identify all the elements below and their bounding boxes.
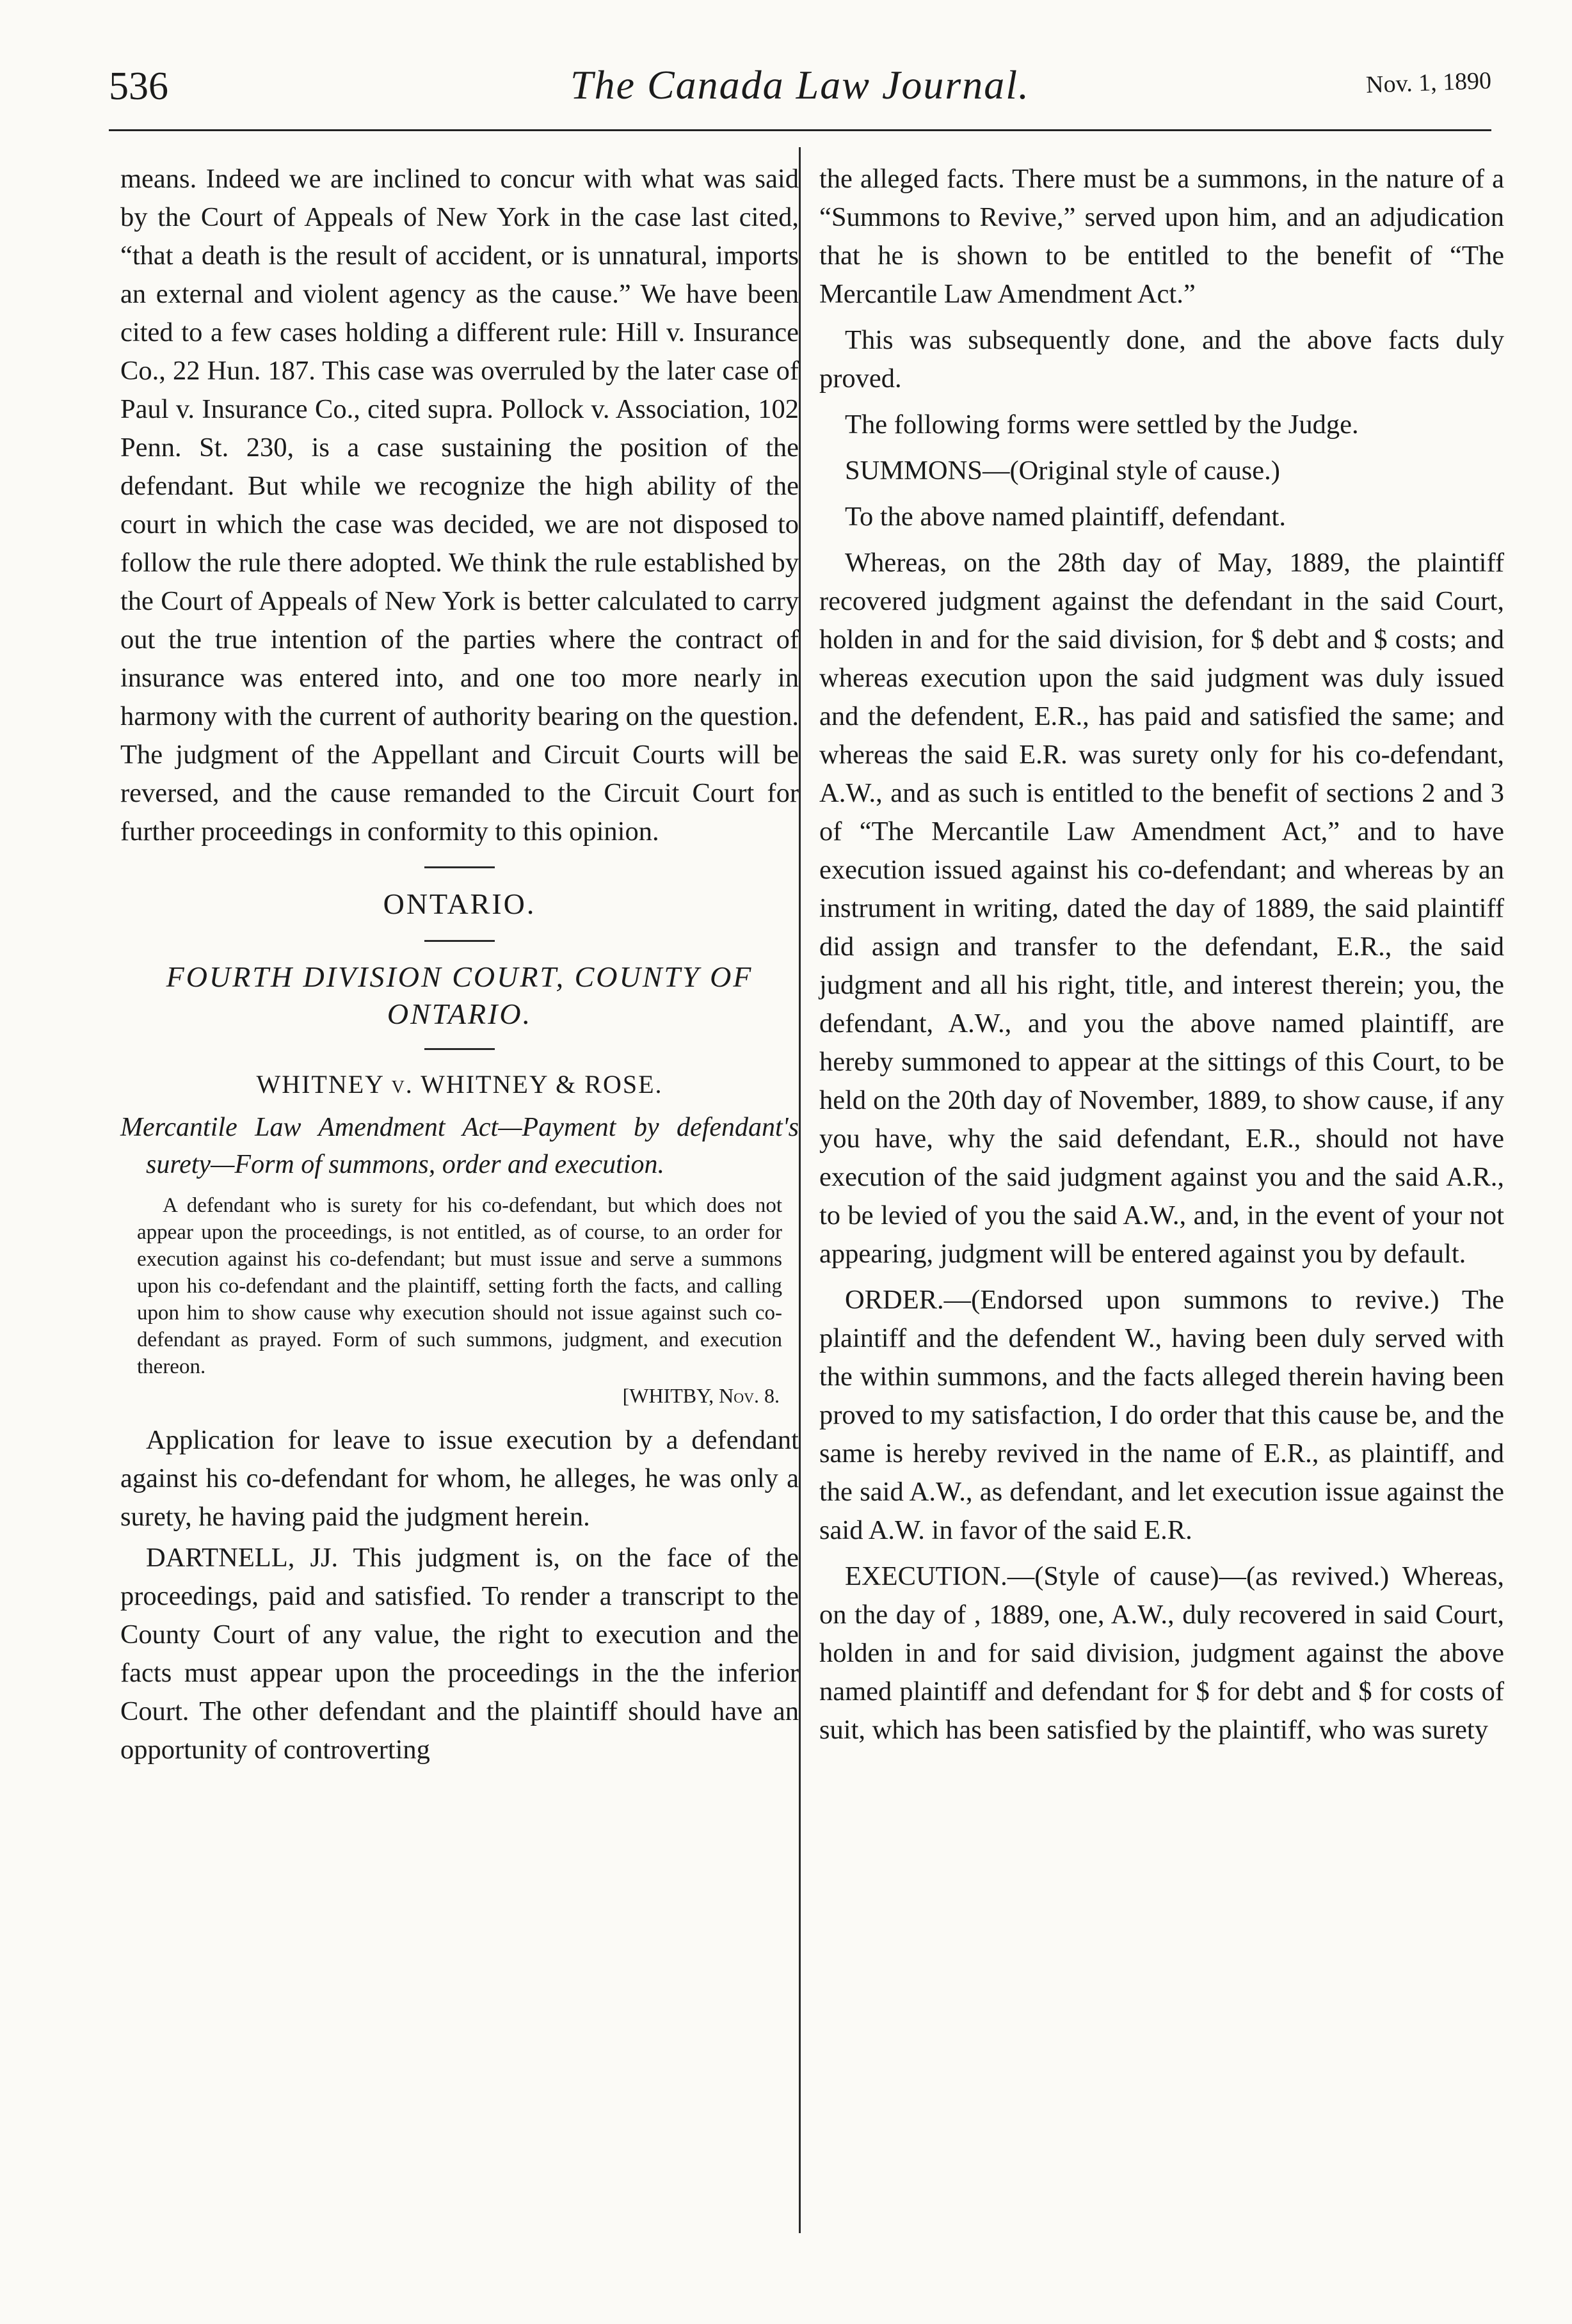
forms-paragraph: The following forms were settled by the Judge. <box>845 410 1359 440</box>
page-header <box>109 58 1491 134</box>
execution-body: —(Style of cause)—(as revived.) Whereas, on the day of , 1889, one, A.W., duly recovered in said Court, holden in and for said division, judgment against the above named plaintiff and defendant for $ for debt and $ for costs of suit, which has been satisfied by the plaintiff, who was surety <box>819 1561 1504 1745</box>
execution-label: EXECUTION. <box>845 1561 1007 1591</box>
section-heading: ONTARIO. <box>383 887 536 920</box>
order-paragraph <box>819 1281 1504 1550</box>
summons-body: Whereas, on the 28th day of May, 1889, the plaintiff recovered judgment against the defendant in the said Court, holden in and for the said division, for $ debt and $ costs; and whereas execution upon the said judgment was duly issued and the defendent, E.R., has paid and satisfied the same; and whereas the said E.R. was surety only for his co-defendant, A.W., and as such is entitled to the benefit of sections 2 and 3 of “The Mercantile Law Amendment Act,” and to have execution issued against his co-defendant; and whereas by an instrument in writing, dated the day of 1889, the said plaintiff did assign and transfer to the defendant, E.R., the said judgment and all his right, title, and interest therein; you, the defendant, A.W., and you the above named plaintiff, are hereby summoned to appear at the sittings of this Court, to be held on the 20th day of November, 1889, to show cause, if any you have, why the said defendant, E.R., should not have execution of the said judgment against you and the said A.R., to be levied of you the said A.W., and, in the event of your not appearing, judgment will be entered against you by default. <box>819 548 1504 1269</box>
issue-date: Nov. 1, 1890 <box>1365 67 1492 99</box>
summons-label: SUMMONS <box>845 456 982 486</box>
court-date: [WHITBY, Nov. 8. <box>622 1384 780 1407</box>
order-label: ORDER. <box>845 1285 944 1315</box>
section-rule-top <box>424 866 495 868</box>
application-paragraph: Application for leave to issue execution by a defendant against his co-defendant for whom, he alleges, he was only a surety, he having paid the judgment herein. <box>120 1425 799 1532</box>
court-rule <box>424 1048 495 1050</box>
right-column <box>819 160 1504 1757</box>
left-column <box>120 160 799 1769</box>
column-divider <box>799 147 801 2233</box>
opinion-paragraph: means. Indeed we are inclined to concur with what was said by the Court of Appeals of New York in the case last cited, “that a death is the result of accident, or is unnatural, imports an external and violent agency as the cause.” We have been cited to a few cases holding a different rule: Hill v. Insurance Co., 22 Hun. 187. This case was overruled by the later case of Paul v. Insurance Co., cited supra. Pollock v. Association, 102 Penn. St. 230, is a case sustaining the position of the defendant. But while we recognize the high ability of the court in which the case was decided, we are not disposed to follow the rule there adopted. We think the rule established by the Court of Appeals of New York is better calculated to carry out the true intention of the parties where the contract of insurance was entered into, and one too more nearly in harmony with the current of authority bearing on the question. The judgment of the Appellant and Circuit Courts will be reversed, and the cause remanded to the Circuit Court for further proceedings in conformity to this opinion. <box>120 164 799 847</box>
judge-name: DARTNELL, JJ. <box>146 1543 339 1573</box>
judgment-paragraph <box>120 1539 799 1769</box>
court-heading: FOURTH DIVISION COURT, COUNTY OF ONTARIO. <box>166 960 753 1030</box>
judgment-text: This judgment is, on the face of the proceedings, paid and satisfied. To render a transcript to the County Court of any value, the right to execution and the facts must appear upon the proceedings in the the inferior Court. The other defendant and the plaintiff should have an opportunity of controverting <box>120 1543 799 1765</box>
summons-heading <box>819 452 1504 490</box>
journal-title: The Canada Law Journal. <box>570 62 1031 107</box>
header-rule <box>109 129 1491 131</box>
case-subject: Mercantile Law Amendment Act—Payment by defendant's surety—Form of summons, order and execution. <box>120 1113 799 1179</box>
execution-paragraph <box>819 1557 1504 1749</box>
continued-paragraph: the alleged facts. There must be a summons, in the nature of a “Summons to Revive,” served upon him, and an adjudication that he is shown to be entitled to the benefit of “The Mercantile Law Amendment Act.” <box>819 164 1504 309</box>
summons-style: —(Original style of cause.) <box>982 456 1280 486</box>
section-rule-bottom <box>424 940 495 942</box>
order-body: —(Endorsed upon summons to revive.) The plaintiff and the defendent W., having been duly served with the within summons, and the facts alleged therein having been proved to my satisfaction, I do order that this cause be, and the same is hereby revived in the name of E.R., as plaintiff, and the said A.W., as defendant, and let execution issue against the said A.W. in favor of the said E.R. <box>819 1285 1504 1545</box>
subsequent-paragraph: This was subsequently done, and the above facts duly proved. <box>819 325 1504 394</box>
page-number: 536 <box>109 65 168 108</box>
case-title: WHITNEY v. WHITNEY & ROSE. <box>256 1070 663 1099</box>
addressee-line: To the above named plaintiff, defendant. <box>845 502 1286 532</box>
headnote: A defendant who is surety for his co-defendant, but which does not appear upon the proceedings, is not entitled, as of course, to an order for execution against his co-defendant; but must issue and serve a summons upon his co-defendant and the plaintiff, setting forth the facts, and calling upon him to show cause why execution should not issue against such co-defendant as prayed. Form of such summons, judgment, and execution thereon. <box>137 1194 782 1378</box>
